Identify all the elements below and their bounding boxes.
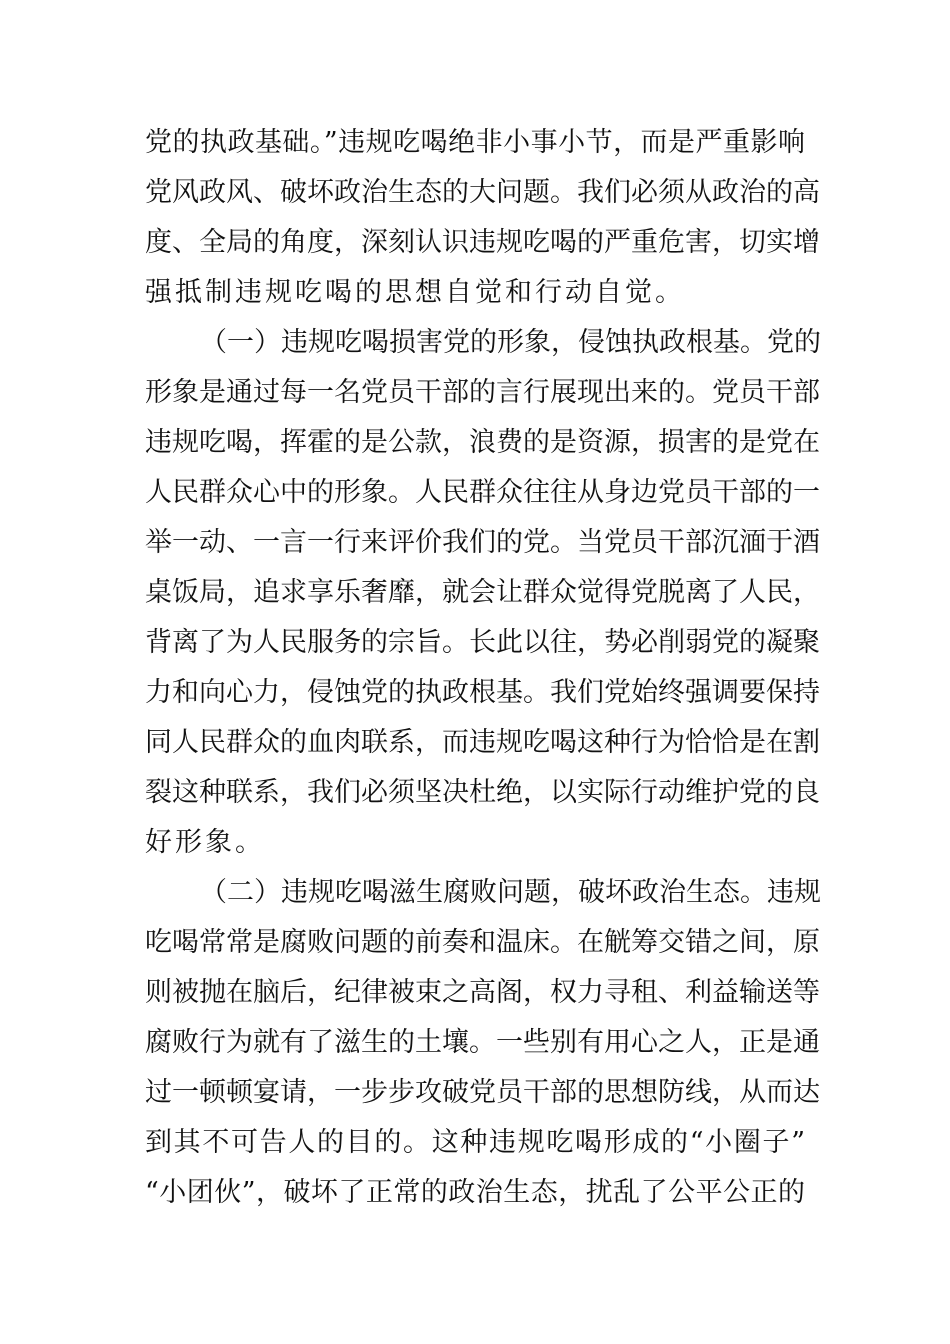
- text-line: 吃喝常常是腐败问题的前奏和温床。在觥筹交错之间，原: [145, 927, 820, 958]
- text-line: 党风政风、破坏政治生态的大问题。我们必须从政治的高: [145, 177, 820, 208]
- text-line: 背离了为人民服务的宗旨。长此以往，势必削弱党的凝聚: [145, 627, 820, 658]
- text-line: 到其不可告人的目的。这种违规吃喝形成的“小圈子”: [145, 1127, 805, 1158]
- document-page: [145, 118, 821, 1218]
- text-line: 形象是通过每一名党员干部的言行展现出来的。党员干部: [145, 377, 820, 408]
- text-line: 同人民群众的血肉联系，而违规吃喝这种行为恰恰是在割: [145, 727, 820, 758]
- paragraph-section-1: [145, 318, 821, 868]
- section-heading-line: （二）违规吃喝滋生腐败问题，破坏政治生态。违规: [200, 877, 821, 908]
- text-line: 违规吃喝，挥霍的是公款，浪费的是资源，损害的是党在: [145, 427, 820, 458]
- text-line: 度、全局的角度，深刻认识违规吃喝的严重危害，切实增: [145, 227, 820, 258]
- paragraph-section-2: [145, 868, 821, 1218]
- text-line: 裂这种联系，我们必须坚决杜绝，以实际行动维护党的良: [145, 777, 820, 808]
- text-line: 人民群众心中的形象。人民群众往往从身边党员干部的一: [145, 477, 820, 508]
- text-line: 桌饭局，追求享乐奢靡，就会让群众觉得党脱离了人民，: [145, 577, 820, 608]
- text-line: 党的执政基础。”违规吃喝绝非小事小节，而是严重影响: [145, 127, 805, 158]
- text-line: 则被抛在脑后，纪律被束之高阁，权力寻租、利益输送等: [145, 977, 820, 1008]
- section-heading-line: （一）违规吃喝损害党的形象，侵蚀执政根基。党的: [200, 327, 821, 358]
- text-line: 强抵制违规吃喝的思想自觉和行动自觉。: [145, 277, 685, 308]
- text-line: “小团伙”，破坏了正常的政治生态，扰乱了公平公正的: [145, 1177, 805, 1208]
- text-line: 好形象。: [145, 827, 265, 858]
- text-line: 举一动、一言一行来评价我们的党。当党员干部沉湎于酒: [145, 527, 820, 558]
- text-line: 力和向心力，侵蚀党的执政根基。我们党始终强调要保持: [145, 677, 820, 708]
- text-line: 腐败行为就有了滋生的土壤。一些别有用心之人，正是通: [145, 1027, 820, 1058]
- text-line: 过一顿顿宴请，一步步攻破党员干部的思想防线，从而达: [145, 1077, 820, 1108]
- paragraph-intro-end: [145, 118, 820, 318]
